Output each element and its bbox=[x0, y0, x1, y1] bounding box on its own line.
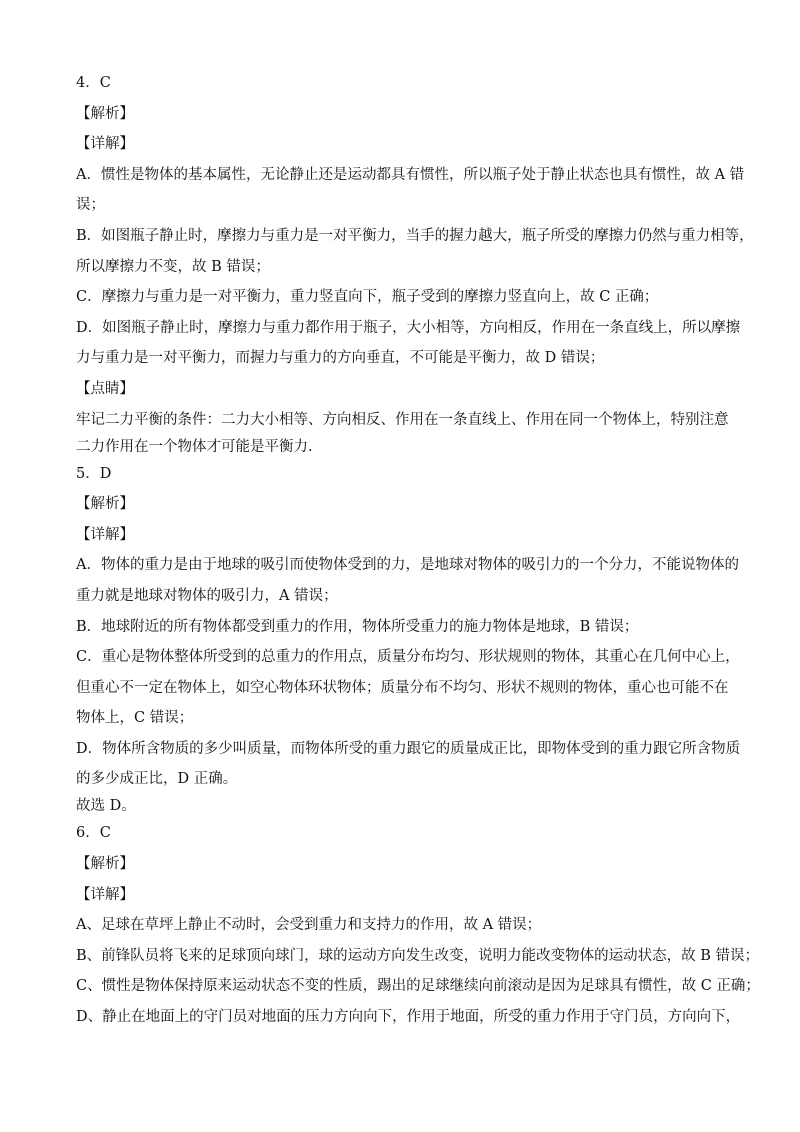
answer-sheet bbox=[76, 74, 760, 1039]
option-b-line-1: B．如图瓶子静止时，摩擦力与重力是一对平衡力，当手的握力越大，瓶子所受的摩擦力仍然与重力相等， bbox=[76, 227, 754, 244]
option-c-line-1: C、惯性是物体保持原来运动状态不变的性质，踢出的足球继续向前滚动是因为足球具有惯性，故 C 正确； bbox=[76, 978, 760, 995]
option-b-line-2: 所以摩擦力不变，故 B 错误； bbox=[76, 258, 270, 275]
detail-label: 【详解】 bbox=[76, 886, 134, 903]
option-d-line-2: 的多少成正比，D 正确。 bbox=[76, 771, 238, 788]
option-d-line-2: 力与重力是一对平衡力，而握力与重力的方向垂直，不可能是平衡力，故 D 错误； bbox=[76, 350, 605, 367]
question-4 bbox=[76, 74, 754, 456]
option-a-line-2: 重力就是地球对物体的吸引力，A 错误； bbox=[76, 587, 338, 604]
option-c-line-2: 但重心不一定在物体上，如空心物体环状物体；质量分布不均匀、形状不规则的物体，重心也可能不在 bbox=[76, 679, 729, 696]
conclusion: 故选 D。 bbox=[76, 798, 136, 815]
question-5 bbox=[76, 465, 741, 816]
analysis-label: 【解析】 bbox=[76, 105, 134, 122]
option-a-line-1: A、足球在草坪上静止不动时，会受到重力和支持力的作用，故 A 错误； bbox=[76, 917, 542, 934]
option-d-line-1: D、静止在地面上的守门员对地面的压力方向向下，作用于地面，所受的重力作用于守门员，方向向下， bbox=[76, 1009, 741, 1026]
detail-label: 【详解】 bbox=[76, 136, 134, 153]
analysis-label: 【解析】 bbox=[76, 496, 134, 513]
option-d-line-1: D．物体所含物质的多少叫质量，而物体所受的重力跟它的质量成正比，即物体受到的重力跟它所含物质 bbox=[76, 740, 741, 757]
option-a-line-2: 误； bbox=[76, 197, 105, 214]
option-c-line-1: C．摩擦力与重力是一对平衡力，重力竖直向下，瓶子受到的摩擦力竖直向上，故 C 正确； bbox=[76, 289, 659, 306]
question-number: 6．C bbox=[76, 825, 111, 842]
comment-label: 【点睛】 bbox=[76, 380, 134, 397]
detail-label: 【详解】 bbox=[76, 526, 134, 543]
comment-line-1: 牢记二力平衡的条件：二力大小相等、方向相反、作用在一条直线上、作用在同一个物体上，特别注意 bbox=[76, 411, 729, 428]
analysis-label: 【解析】 bbox=[76, 856, 134, 873]
question-number: 4．C bbox=[76, 75, 111, 91]
option-a-line-1: A．物体的重力是由于地球的吸引而使物体受到的力，是地球对物体的吸引力的一个分力，不能说物体的 bbox=[76, 557, 739, 574]
option-c-line-3: 物体上，C 错误； bbox=[76, 710, 194, 727]
question-number: 5．D bbox=[76, 465, 112, 482]
question-6 bbox=[76, 824, 760, 1026]
comment-line-2: 二力作用在一个物体才可能是平衡力. bbox=[76, 438, 313, 455]
option-b-line-1: B．地球附近的所有物体都受到重力的作用，物体所受重力的施力物体是地球，B 错误； bbox=[76, 618, 639, 635]
option-c-line-1: C．重心是物体整体所受到的总重力的作用点，质量分布均匀、形状规则的物体，其重心在几何中心上， bbox=[76, 649, 740, 666]
option-d-line-1: D．如图瓶子静止时，摩擦力与重力都作用于瓶子，大小相等，方向相反，作用在一条直线上，所以摩擦 bbox=[76, 319, 741, 336]
option-a-line-1: A．惯性是物体的基本属性，无论静止还是运动都具有惯性，所以瓶子处于静止状态也具有惯性，故 A 错 bbox=[76, 166, 745, 183]
option-b-line-1: B、前锋队员将飞来的足球顶向球门，球的运动方向发生改变，说明力能改变物体的运动状态，故 B 错误； bbox=[76, 947, 760, 964]
